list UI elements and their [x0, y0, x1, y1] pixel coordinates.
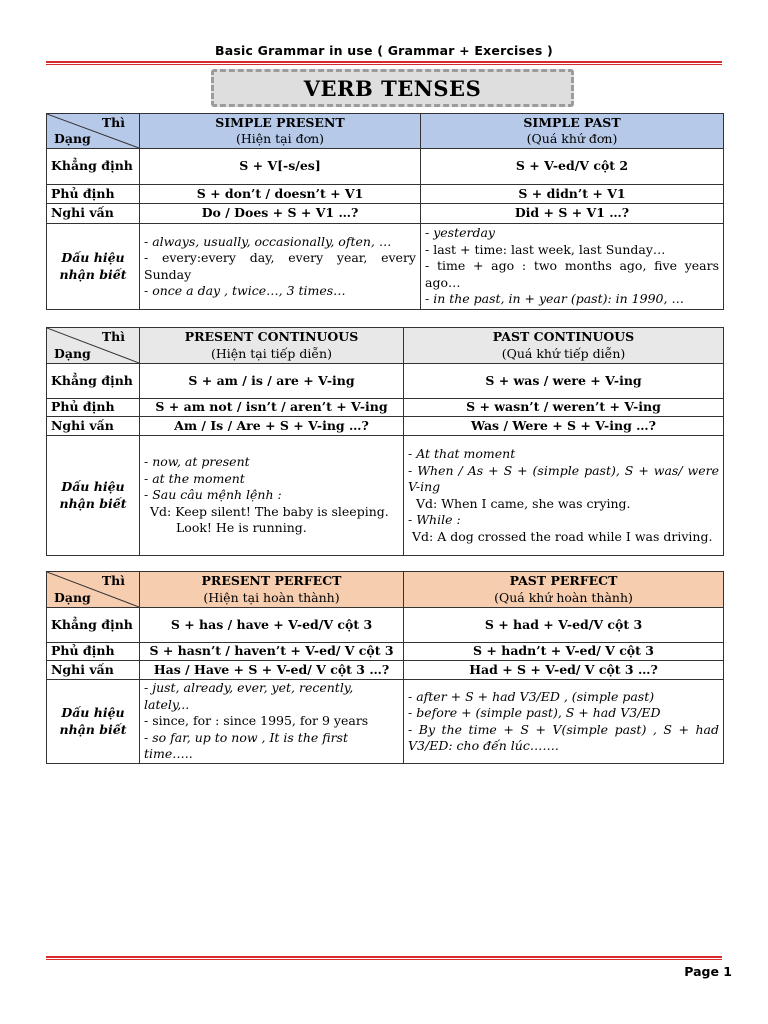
row-label-question: Nghi vấn [47, 661, 140, 680]
signal-words [140, 224, 421, 310]
negative-formula: S + hasn’t / haven’t + V-ed/ V cột 3 [140, 643, 404, 661]
tense-vn-name: (Hiện tại tiếp diễn) [211, 345, 332, 361]
tense-header [421, 114, 724, 149]
signal-line: - When / As + S + (simple past), S + was/ were V-ing [408, 462, 719, 494]
signal-line: - always, usually, occasionally, often, … [144, 233, 392, 249]
tense-header [404, 328, 724, 364]
question-formula: Did + S + V1 …? [421, 204, 724, 224]
affirmative-formula: S + had + V-ed/V cột 3 [404, 608, 724, 643]
title-box [211, 69, 574, 107]
signal-line: - At that moment [408, 446, 516, 461]
row-label-negative: Phủ định [47, 643, 140, 661]
tense-table-simple [46, 113, 724, 310]
signal-line: - before + (simple past), S + had V3/ED [408, 705, 661, 720]
tense-header [404, 572, 724, 608]
row-label-question: Nghi vấn [47, 204, 140, 224]
row-label-negative: Phủ định [47, 399, 140, 417]
tense-header [140, 114, 421, 149]
tense-name: SIMPLE PRESENT [215, 114, 345, 130]
signal-line: Vd: Keep silent! The baby is sleeping. [150, 503, 389, 519]
affirmative-formula: S + V-ed/V cột 2 [421, 149, 724, 185]
page-number: Page 1 [684, 964, 732, 979]
signal-line: - now, at present [144, 454, 250, 470]
negative-formula: S + didn’t + V1 [421, 185, 724, 204]
signal-line: - after + S + had V3/ED , (simple past) [408, 688, 655, 704]
signal-line: - While : [408, 512, 461, 527]
signal-line: Look! He is running. [176, 520, 307, 536]
tense-vn-name: (Hiện tại hoàn thành) [203, 589, 340, 605]
signal-line: - time + ago : two months ago, five years ago… [425, 258, 719, 290]
signal-line: - at the moment [144, 470, 245, 486]
affirmative-formula: S + V[-s/es] [140, 149, 421, 185]
negative-formula: S + am not / isn’t / aren’t + V-ing [140, 399, 404, 417]
signal-line: - just, already, ever, yet, recently, lately,.. [144, 680, 354, 712]
signal-words [421, 224, 724, 310]
tense-table-perfect [46, 571, 724, 764]
document-header: Basic Grammar in use ( Grammar + Exercises ) [215, 43, 553, 58]
tense-name: PRESENT PERFECT [201, 573, 342, 588]
row-label-signals: Dấu hiệu nhận biết [47, 680, 140, 764]
corner-dang: Dạng [54, 345, 91, 361]
tense-name: PAST PERFECT [509, 573, 618, 588]
footer-rule [46, 956, 722, 960]
signal-words [404, 680, 724, 764]
tense-name: PAST CONTINUOUS [492, 329, 635, 344]
signal-words [140, 680, 404, 764]
corner-thi: Thì [101, 115, 125, 130]
row-label-affirmative: Khẳng định [47, 608, 140, 643]
affirmative-formula: S + has / have + V-ed/V cột 3 [140, 608, 404, 643]
page-title: VERB TENSES [303, 75, 482, 101]
negative-formula: S + don’t / doesn’t + V1 [140, 185, 421, 204]
corner-dang: Dạng [54, 589, 91, 605]
corner-thi: Thì [101, 573, 125, 588]
tense-vn-name: (Quá khứ tiếp diễn) [501, 345, 626, 361]
signal-line: - By the time + S + V(simple past) , S + had V3/ED: cho đến lúc……. [408, 721, 719, 753]
signal-line: - last + time: last week, last Sunday… [425, 241, 666, 257]
row-label-signals: Dấu hiệu nhận biết [47, 436, 140, 556]
signal-line: - since, for : since 1995, for 9 years [144, 713, 369, 729]
row-label-affirmative: Khẳng định [47, 149, 140, 185]
row-label-signals: Dấu hiệu nhận biết [47, 224, 140, 310]
tense-vn-name: (Quá khứ đơn) [526, 131, 618, 146]
question-formula: Am / Is / Are + S + V-ing …? [140, 417, 404, 436]
corner-dang: Dạng [54, 130, 91, 146]
signal-line: Vd: When I came, she was crying. [416, 495, 631, 511]
row-label-affirmative: Khẳng định [47, 364, 140, 399]
affirmative-formula: S + was / were + V-ing [404, 364, 724, 399]
tense-header [140, 572, 404, 608]
signal-line: - yesterday [425, 225, 495, 241]
tense-vn-name: (Quá khứ hoàn thành) [494, 589, 633, 605]
question-formula: Has / Have + S + V-ed/ V cột 3 …? [140, 661, 404, 680]
row-label-question: Nghi vấn [47, 417, 140, 436]
negative-formula: S + wasn’t / weren’t + V-ing [404, 399, 724, 417]
signal-line: - every:every day, every year, every Sunday [144, 250, 416, 282]
signal-line: - in the past, in + year (past): in 1990, … [425, 291, 684, 307]
table-corner [47, 328, 140, 364]
row-label-negative: Phủ định [47, 185, 140, 204]
tense-header [140, 328, 404, 364]
tense-vn-name: (Hiện tại đơn) [235, 131, 325, 146]
signal-words [140, 436, 404, 556]
question-formula: Was / Were + S + V-ing …? [404, 417, 724, 436]
signal-line: - so far, up to now , It is the first time….. [144, 729, 348, 762]
question-formula: Had + S + V-ed/ V cột 3 …? [404, 661, 724, 680]
question-formula: Do / Does + S + V1 …? [140, 204, 421, 224]
table-corner [47, 114, 140, 149]
affirmative-formula: S + am / is / are + V-ing [140, 364, 404, 399]
tense-table-continuous [46, 327, 724, 556]
signal-words [404, 436, 724, 556]
signal-line: - once a day , twice…, 3 times… [144, 283, 346, 298]
table-corner [47, 572, 140, 608]
tense-name: SIMPLE PAST [523, 114, 621, 130]
tense-name: PRESENT CONTINUOUS [184, 329, 359, 344]
header-rule [46, 61, 722, 65]
corner-thi: Thì [101, 329, 125, 344]
negative-formula: S + hadn’t + V-ed/ V cột 3 [404, 643, 724, 661]
signal-line: - Sau câu mệnh lệnh : [144, 487, 282, 503]
signal-line: Vd: A dog crossed the road while I was driving. [412, 528, 713, 544]
